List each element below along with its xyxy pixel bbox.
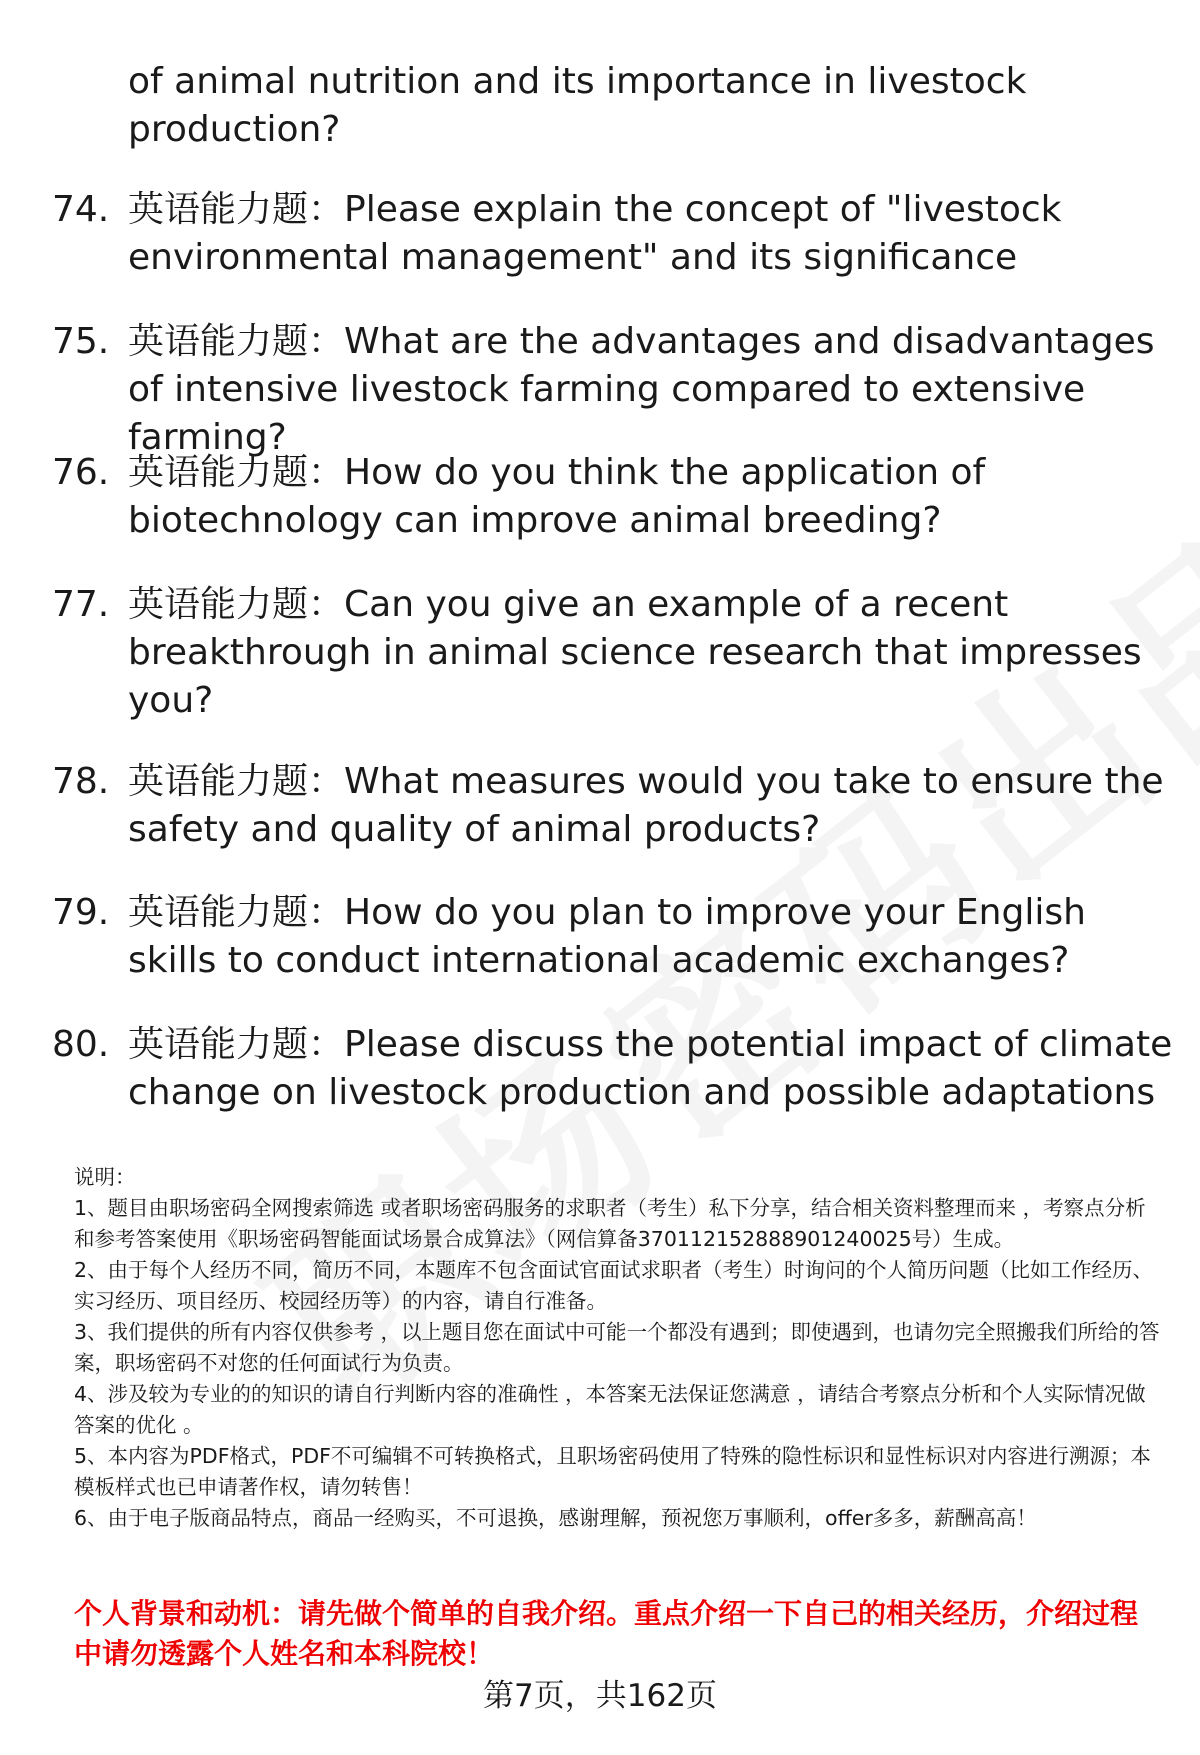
highlight-question: 个人背景和动机：请先做个简单的自我介绍。重点介绍一下自己的相关经历，介绍过程中请勿透露个人姓名和本科院校！ xyxy=(74,1597,1139,1670)
question-number: 75. xyxy=(52,320,110,362)
question-item xyxy=(0,758,1200,890)
page-number: 第7页，共162页 xyxy=(483,1678,717,1714)
question-prefix: 英语能力题： xyxy=(128,320,345,362)
question-item xyxy=(0,318,1200,458)
question-item xyxy=(0,889,1200,1021)
note-item: 2、由于每个人经历不同，简历不同，本题库不包含面试官面试求职者（考生）时询问的个人简历问题（比如工作经历、实习经历、项目经历、校园经历等）的内容，请自行准备。 xyxy=(74,1258,1154,1313)
note-item: 4、涉及较为专业的的知识的请自行判断内容的准确性 ，本答案无法保证您满意 ，请结合考察点分析和个人实际情况做答案的优化 。 xyxy=(74,1382,1146,1437)
question-item xyxy=(0,581,1200,758)
question-text xyxy=(128,318,1178,462)
question-prefix: 英语能力题： xyxy=(128,452,345,494)
question-number: 78. xyxy=(52,760,110,802)
question-body: What measures would you take to ensure the safety and quality of animal products? xyxy=(128,760,1164,850)
question-number: 74. xyxy=(52,189,110,230)
note-item: 1、题目由职场密码全网搜索筛选 或者职场密码服务的求职者（考生）私下分享，结合相关资料整理而来 ，考察点分析和参考答案使用《职场密码智能面试场景合成算法》（网信算备370112152888901240025号）生成。 xyxy=(74,1196,1146,1251)
question-body: How do you think the application of biotechnology can improve animal breeding? xyxy=(128,452,986,542)
question-text xyxy=(128,581,1178,725)
question-text xyxy=(128,1021,1178,1117)
question-body: Please discuss the potential impact of climate change on livestock production and possible adaptations xyxy=(128,1023,1173,1113)
question-text xyxy=(128,889,1178,985)
note-item: 6、由于电子版商品特点，商品一经购买，不可退换，感谢理解，预祝您万事顺利，offer多多，薪酬高高！ xyxy=(74,1506,1037,1530)
question-prefix: 英语能力题： xyxy=(128,583,345,625)
question-prefix: 英语能力题： xyxy=(128,760,345,802)
question-item xyxy=(0,1021,1200,1153)
question-body: Please explain the concept of "livestock environmental management" and its significance xyxy=(128,189,1062,278)
question-item xyxy=(0,449,1200,581)
question-text xyxy=(128,758,1178,854)
question-prefix: 英语能力题： xyxy=(128,189,345,230)
notes-heading: 说明： xyxy=(74,1165,136,1189)
question-text xyxy=(128,449,1178,545)
question-prefix: 英语能力题： xyxy=(128,1023,345,1065)
notes-section xyxy=(74,1162,1164,1534)
question-text xyxy=(128,186,1178,282)
note-item: 5、本内容为PDF格式，PDF不可编辑不可转换格式，且职场密码使用了特殊的隐性标识和显性标识对内容进行溯源；本模板样式也已申请著作权，请勿转售！ xyxy=(74,1444,1151,1499)
question-number: 79. xyxy=(52,892,110,934)
question-number: 76. xyxy=(52,452,110,494)
question-body: Can you give an example of a recent breakthrough in animal science research that impresses you? xyxy=(128,583,1142,721)
question-body: What are the advantages and disadvantages of intensive livestock farming compared to extensive farming? xyxy=(128,320,1155,458)
question-number: 77. xyxy=(52,583,110,625)
question-continuation: of animal nutrition and its importance in livestock production? xyxy=(128,61,1027,150)
question-prefix: 英语能力题： xyxy=(128,892,345,934)
note-item: 3、我们提供的所有内容仅供参考 ，以上题目您在面试中可能一个都没有遇到；即使遇到，也请勿完全照搬我们所给的答案，职场密码不对您的任何面试行为负责。 xyxy=(74,1320,1160,1375)
question-list xyxy=(0,186,1200,1153)
question-number: 80. xyxy=(52,1023,110,1065)
question-item xyxy=(0,186,1200,318)
question-body: How do you plan to improve your English skills to conduct international academic exchanges? xyxy=(128,892,1086,982)
